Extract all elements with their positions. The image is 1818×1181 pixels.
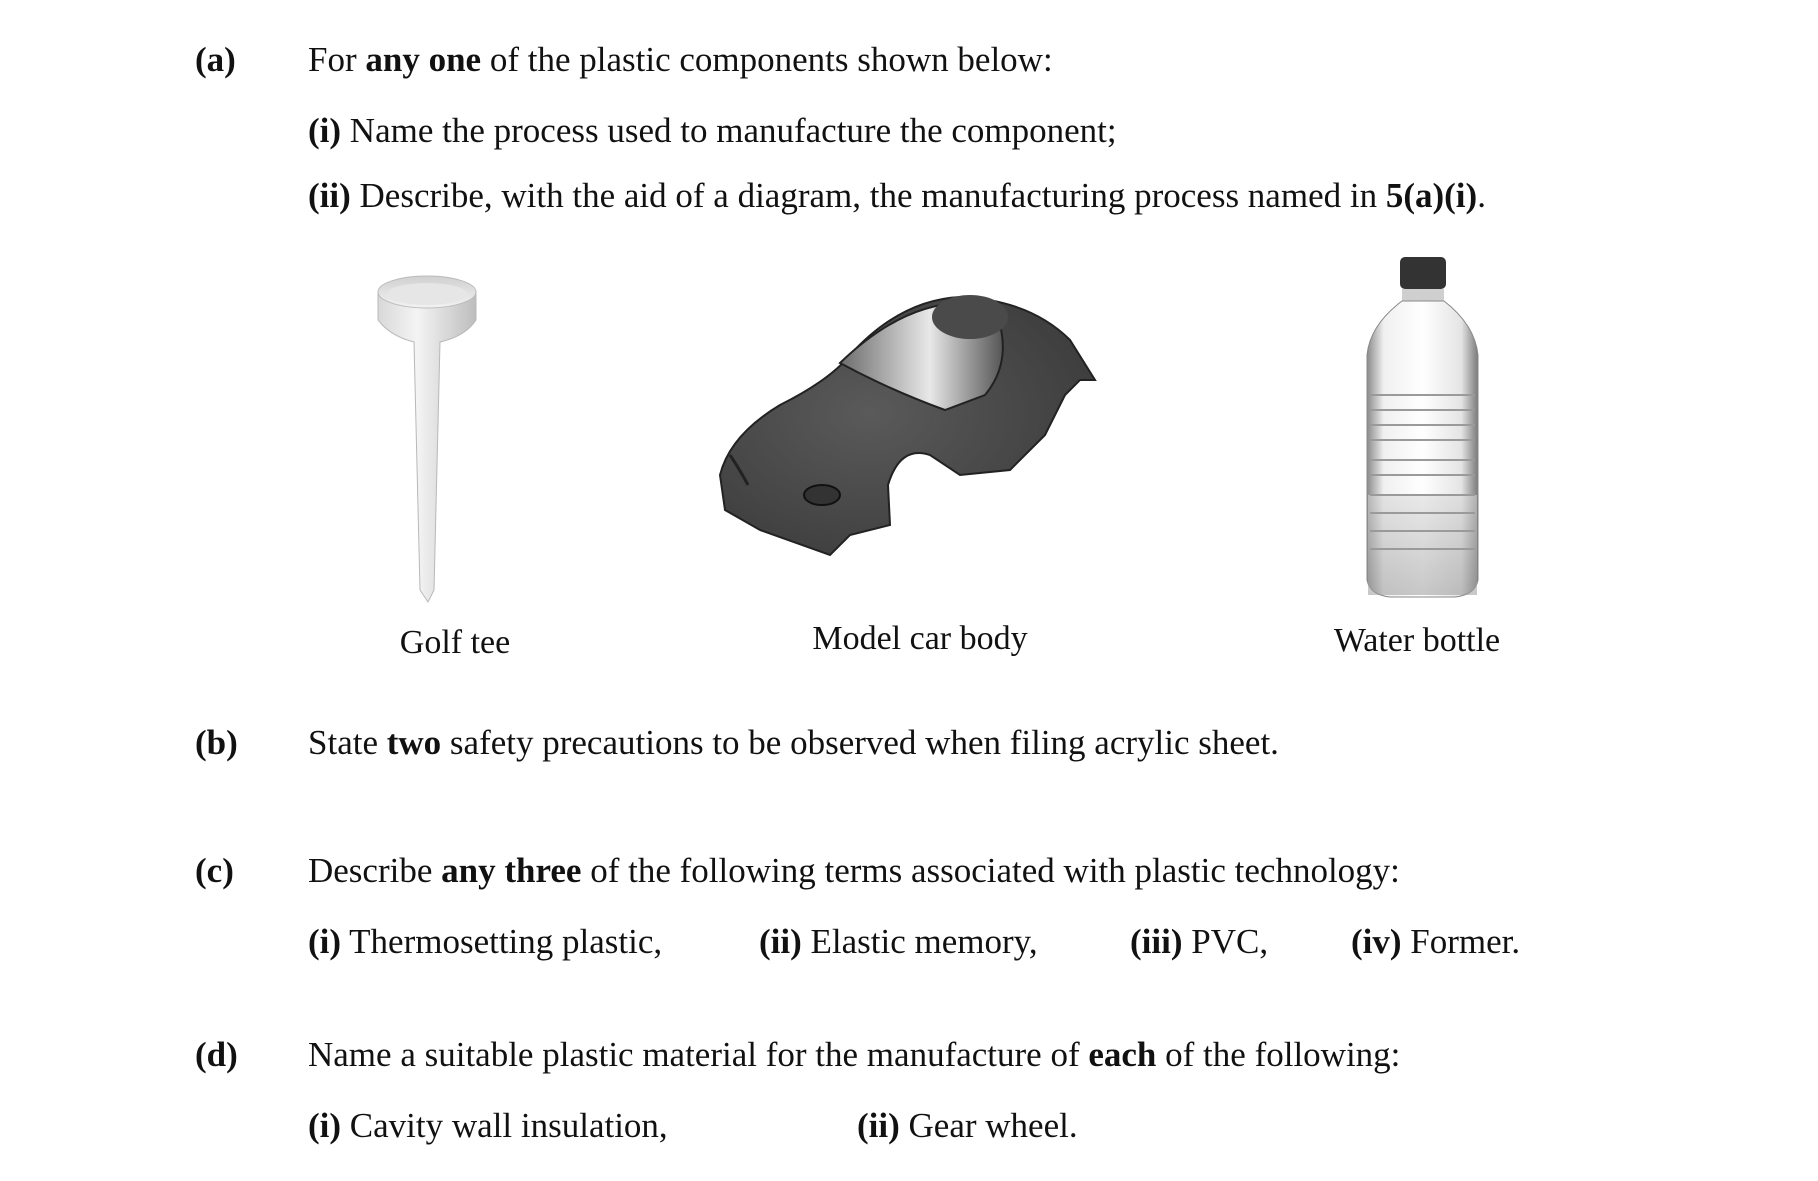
stem-emphasis: each [1088, 1035, 1157, 1074]
stem-emphasis: any one [365, 40, 482, 79]
question-c-item [759, 922, 1038, 962]
question-b-label: (b) [195, 723, 238, 762]
stem-text: Name a suitable plastic material for the manufacture of [308, 1035, 1089, 1074]
golf-tee-image [370, 270, 485, 610]
item-text: Elastic memory, [801, 922, 1038, 961]
part-text: . [1477, 176, 1486, 215]
water-bottle-caption: Water bottle [1333, 622, 1501, 659]
stem-text: of the following: [1156, 1035, 1401, 1074]
question-d-item [857, 1106, 1078, 1146]
stem-text: of the following terms associated with plastic technology: [581, 851, 1400, 890]
question-b-stem [308, 723, 1279, 763]
question-a-label: (a) [195, 40, 236, 79]
part-number: (ii) [308, 176, 351, 215]
item-text: PVC, [1182, 922, 1269, 961]
question-c-label: (c) [195, 851, 234, 890]
water-bottle-image [1340, 255, 1505, 605]
item-text: Cavity wall insulation, [341, 1106, 668, 1145]
item-number: (ii) [759, 922, 802, 961]
item-number: (iv) [1351, 922, 1402, 961]
stem-emphasis: two [386, 723, 442, 762]
question-a-stem [308, 40, 1053, 80]
item-number: (i) [308, 922, 342, 961]
question-d-item [308, 1106, 668, 1146]
question-d-label: (d) [195, 1035, 238, 1074]
question-c-item [1351, 922, 1520, 962]
question-a-part-i [308, 111, 1117, 151]
stem-text: State [308, 723, 387, 762]
part-text: Name the process used to manufacture the component; [341, 111, 1117, 150]
item-number: (i) [308, 1106, 342, 1145]
stem-text: For [308, 40, 366, 79]
stem-text: of the plastic components shown below: [481, 40, 1053, 79]
golf-tee-caption: Golf tee [399, 624, 511, 661]
part-reference: 5(a)(i) [1385, 176, 1478, 215]
model-car-body-image [700, 285, 1120, 585]
item-number: (iii) [1130, 922, 1183, 961]
part-text: Describe, with the aid of a diagram, the manufacturing process named in [350, 176, 1386, 215]
item-text: Thermosetting plastic, [341, 922, 663, 961]
stem-text: safety precautions to be observed when filing acrylic sheet. [441, 723, 1279, 762]
question-c-item [308, 922, 662, 962]
question-d-stem [308, 1035, 1400, 1075]
question-a-part-ii [308, 176, 1486, 216]
item-text: Gear wheel. [899, 1106, 1078, 1145]
item-number: (ii) [857, 1106, 900, 1145]
model-car-body-caption: Model car body [812, 620, 1028, 657]
stem-text: Describe [308, 851, 442, 890]
stem-emphasis: any three [441, 851, 582, 890]
item-text: Former. [1401, 922, 1521, 961]
part-number: (i) [308, 111, 342, 150]
question-c-item [1130, 922, 1268, 962]
question-c-stem [308, 851, 1400, 891]
